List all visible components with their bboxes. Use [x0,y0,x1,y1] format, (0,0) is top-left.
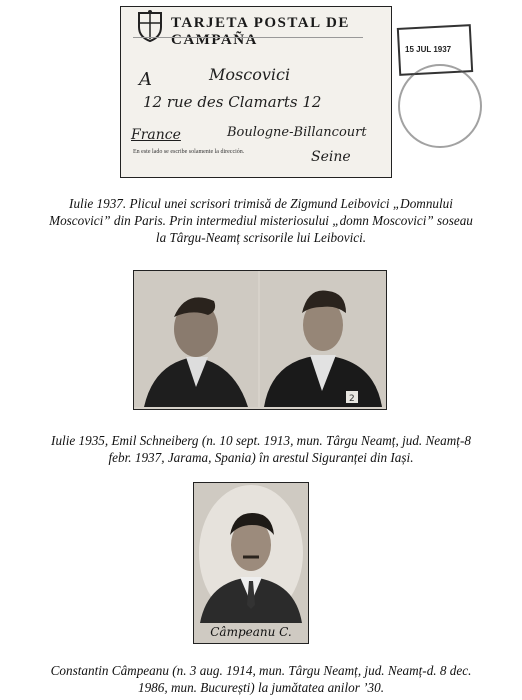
postcard-title: TARJETA POSTAL DE CAMPAÑA [171,15,350,48]
caption-postcard [0,195,522,246]
caption-line: Moscovici” din Paris. Prin intermediul misteriosului „domn Moscovici” soseau [49,213,473,228]
postcard-city: Boulogne-Billancourt [227,125,367,140]
postcard-country: France [131,127,181,143]
postcard-photo [120,6,392,178]
caption-line: Iulie 1935, Emil Schneiberg (n. 10 sept. 1913, mun. Târgu Neamț, jud. Neamț-8 [51,433,471,448]
frontal-portrait [260,271,386,407]
caption-line: la Târgu-Neamț scrisorile lui Leibovici. [155,230,367,245]
postcard-dept: Seine [311,149,351,165]
portrait-figure [194,483,308,623]
postmark-circle-icon [398,64,482,148]
caption-portrait [0,662,522,696]
mugshot-photo [133,270,387,410]
prisoner-tag-number: 2 [349,394,355,404]
caption-line: 1986, mun. București) la jumătatea anilor ’30. [137,680,385,695]
postcard-footer-note: En este lado se escribe solamente la dirección. [133,149,245,155]
portrait-photo [193,482,309,644]
postcard-address: 12 rue des Clamarts 12 [143,93,322,111]
caption-line: febr. 1937, Jarama, Spania) în arestul Siguranței din Iași. [108,450,414,465]
profile-portrait [134,271,258,407]
caption-line: Constantin Câmpeanu (n. 3 aug. 1914, mun. Târgu Neamț, jud. Neamț-d. 8 dec. [50,663,472,678]
caption-line: Iulie 1937. Plicul unei scrisori trimisă de Zigmund Leibovici „Domnului [69,196,453,211]
postcard-name: Moscovici [209,65,291,84]
portrait-signature: Câmpeanu C. [210,625,292,639]
postcard-line-a: A [139,69,152,90]
caption-mugshot [0,432,522,466]
postal-stamp-date: 15 JUL 1937 [405,45,452,54]
